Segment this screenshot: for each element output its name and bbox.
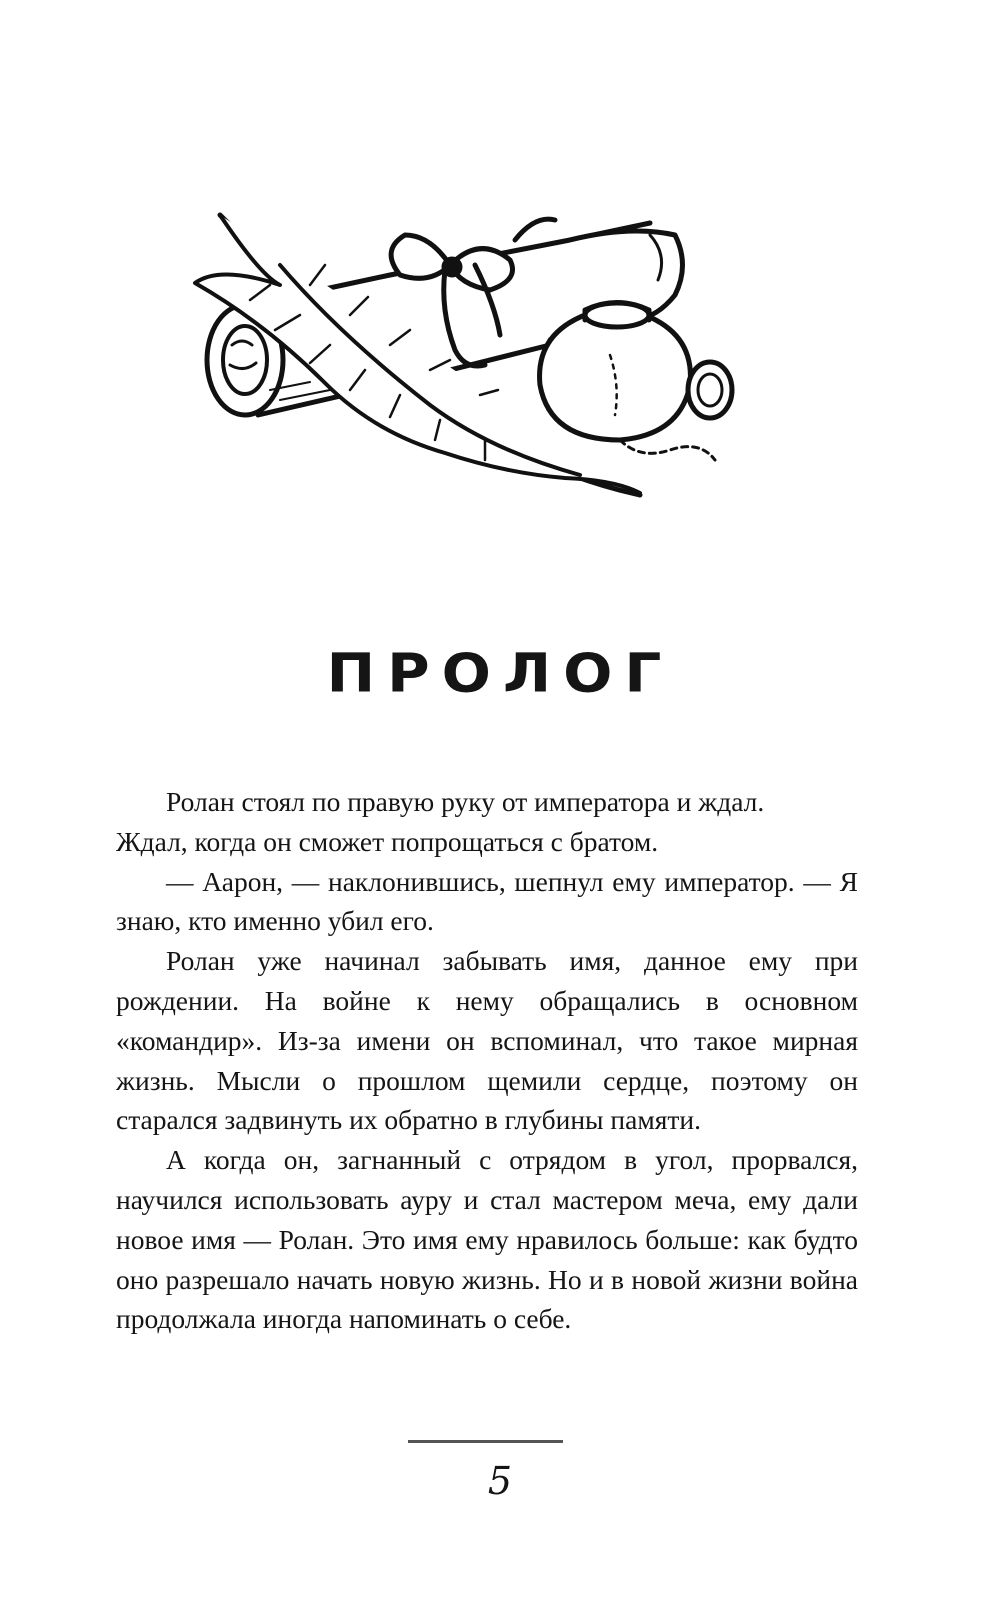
paragraph: — Аарон, — наклонившись, шепнул ему император. — Я знаю, кто именно убил его. — [116, 865, 858, 937]
page-number: 5 — [487, 1459, 513, 1503]
chapter-title: ПРОЛОГ — [326, 641, 674, 705]
paragraph: А когда он, загнанный с отрядом в угол, прорвался, научился использовать ауру и стал мастером меча, ему дали новое имя — Ролан. Это имя ему нравилось больше: как будто оно разрешало начать новую жизнь. Но и в новой жизни война продолжала иногда напоминать о себе. — [116, 1144, 858, 1335]
paragraph: Ролан стоял по правую руку от императора и ждал. — [166, 786, 765, 817]
footer-divider — [408, 1440, 563, 1443]
scroll-quill-inkwell-illustration — [190, 205, 770, 515]
paragraph: Ролан уже начинал забывать имя, данное ему при рождении. На войне к нему обращались в основном «командир». Из-за имени он вспоминал, что такое мирная жизнь. Мысли о прошлом щемили сердце, поэтому он старался задвинуть их обратно в глубины памяти. — [116, 945, 858, 1136]
body-text — [116, 782, 858, 1339]
inkwell-icon — [540, 303, 732, 461]
paragraph: Ждал, когда он сможет попрощаться с братом. — [116, 825, 659, 857]
ribbon-icon — [391, 219, 555, 366]
